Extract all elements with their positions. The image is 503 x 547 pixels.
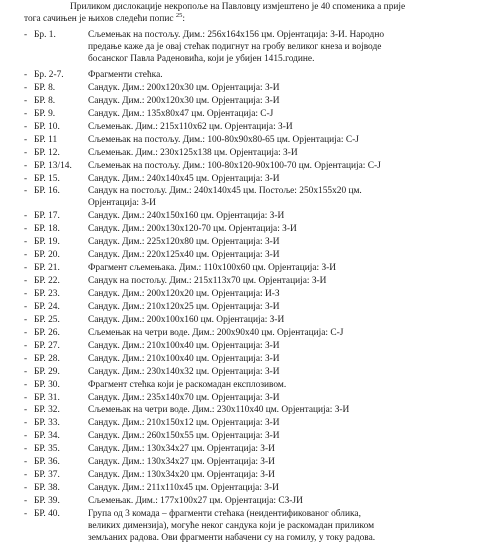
monument-number: БР. 11 bbox=[34, 134, 58, 145]
monument-number: БР. 26. bbox=[34, 327, 60, 338]
list-bullet: - bbox=[24, 353, 28, 364]
description-line: босанског Павла Раденовића, који је убијен 1415.године. bbox=[88, 54, 315, 64]
list-item bbox=[24, 469, 498, 481]
description-line: Сљемењак. Дим.: 230x125x138 цм. Орјентација: З-И bbox=[88, 147, 298, 158]
monument-description bbox=[88, 236, 498, 248]
monument-description bbox=[88, 430, 498, 442]
monument-number: БР. 13/14. bbox=[34, 160, 72, 171]
list-item bbox=[24, 262, 498, 274]
intro-line-2 bbox=[24, 13, 498, 25]
monument-number: БР. 15. bbox=[34, 173, 60, 184]
monument-description bbox=[88, 210, 498, 222]
monument-number: БР. 28. bbox=[34, 353, 60, 364]
list-item bbox=[24, 417, 498, 429]
monument-description bbox=[88, 392, 498, 404]
list-item bbox=[24, 29, 498, 65]
description-line: предање каже да је овај стећак подигнут на гробу великог кнеза и војводе bbox=[88, 42, 382, 52]
description-line: Сандук. Дим.: 210x150x12 цм. Орјентација: З-И bbox=[88, 418, 280, 429]
monument-description bbox=[88, 379, 498, 391]
monument-number: БР. 30. bbox=[34, 379, 60, 390]
list-item bbox=[24, 301, 498, 313]
monument-number: БР. 20. bbox=[34, 250, 60, 261]
description-line: Сандук. Дим.: 135x80x47 цм. Орјентација: С-Ј bbox=[88, 108, 274, 119]
list-bullet: - bbox=[24, 483, 28, 494]
list-item bbox=[24, 340, 498, 352]
description-line: Сандук. Дим.: 200x130x120-70 цм. Орјентација: З-И bbox=[88, 224, 297, 235]
list-bullet: - bbox=[24, 366, 28, 377]
monument-description bbox=[88, 353, 498, 365]
description-line: Сандук. Дим.: 130x34x20 цм. Орјентација: З-И bbox=[88, 470, 275, 481]
list-bullet: - bbox=[24, 211, 28, 222]
list-bullet: - bbox=[24, 470, 28, 481]
list-item bbox=[24, 508, 498, 544]
monument-description bbox=[88, 223, 498, 235]
list-bullet: - bbox=[24, 508, 28, 519]
list-bullet: - bbox=[24, 121, 28, 132]
list-item bbox=[24, 249, 498, 261]
description-line: Фрагмент сљемењака. Дим.: 110x100x60 цм. Орјентација: З-И bbox=[88, 263, 337, 274]
monument-description bbox=[88, 469, 498, 481]
monument-number: Бр. 2-7. bbox=[34, 70, 64, 80]
list-item bbox=[24, 430, 498, 442]
list-item bbox=[24, 121, 498, 133]
list-item bbox=[24, 314, 498, 326]
list-bullet: - bbox=[24, 327, 28, 338]
list-bullet: - bbox=[24, 147, 28, 158]
monument-description bbox=[88, 275, 498, 287]
description-line: Сљемењак на постољу. Дим.: 100-80x120-90x100-70 цм. Орјентација: С-Ј bbox=[88, 160, 381, 171]
description-line: Сандук на постољу. Дим.: 240x140x45 цм. Постоље: 250x155x20 цм. bbox=[88, 186, 362, 197]
description-line: Сандук. Дим.: 200x120x30 цм. Орјентација: З-И bbox=[88, 82, 280, 93]
description-line: Сљемењак. Дим.: 177x100x27 цм. Орјентација: СЗ-ЈИ bbox=[88, 496, 303, 506]
monument-description bbox=[88, 495, 498, 507]
description-line: Сандук. Дим.: 200x120x20 цм. Орјентација: И-З bbox=[88, 289, 280, 299]
monument-description bbox=[88, 249, 498, 261]
list-item bbox=[24, 443, 498, 455]
monument-description bbox=[88, 262, 498, 274]
description-line: Сандук. Дим.: 230x140x32 цм. Орјентација: З-И bbox=[88, 366, 280, 377]
list-item bbox=[24, 134, 498, 146]
monument-number: БР. 33. bbox=[34, 418, 60, 429]
description-line: Сандук. Дим.: 260x150x55 цм. Орјентација: З-И bbox=[88, 431, 280, 442]
list-item bbox=[24, 495, 498, 507]
monument-number: БР. 12. bbox=[34, 147, 60, 158]
description-line: Сандук. Дим.: 211x110x45 цм. Орјентација: З-И bbox=[88, 483, 279, 494]
description-line: Сандук. Дим.: 235x140x70 цм. Орјентација: З-И bbox=[88, 392, 280, 403]
intro-paragraph bbox=[24, 1, 498, 25]
monument-description bbox=[88, 288, 498, 300]
list-bullet: - bbox=[24, 289, 28, 299]
list-bullet: - bbox=[24, 444, 28, 455]
description-line: Сљемењак. Дим.: 215x110x62 цм. Орјентација: З-И bbox=[88, 121, 293, 132]
description-line: Сандук. Дим.: 240x150x160 цм. Орјентација: З-И bbox=[88, 211, 285, 222]
list-bullet: - bbox=[24, 173, 28, 184]
monument-list bbox=[24, 29, 498, 545]
monument-number: БР. 29. bbox=[34, 366, 60, 377]
monument-description bbox=[88, 185, 498, 209]
list-item bbox=[24, 82, 498, 94]
list-bullet: - bbox=[24, 301, 28, 312]
monument-description bbox=[88, 160, 498, 172]
description-line: Сандук. Дим.: 210x100x40 цм. Орјентација: З-И bbox=[88, 353, 280, 364]
list-bullet: - bbox=[24, 237, 28, 248]
list-bullet: - bbox=[24, 379, 28, 390]
list-bullet: - bbox=[24, 250, 28, 261]
monument-number: БР. 31. bbox=[34, 392, 60, 403]
monument-number: Бр. 1. bbox=[34, 30, 56, 40]
monument-description bbox=[88, 508, 498, 544]
monument-number: БР. 37. bbox=[34, 470, 60, 481]
description-line: Сандук. Дим.: 130x34x27 цм. Орјентација: З-И bbox=[88, 457, 275, 468]
list-item bbox=[24, 327, 498, 339]
monument-number: БР. 10. bbox=[34, 121, 60, 132]
list-bullet: - bbox=[24, 82, 28, 93]
monument-number: БР. 39. bbox=[34, 496, 60, 506]
monument-number: БР. 27. bbox=[34, 340, 60, 351]
description-line: Сљемењак на постољу. Дим.: 256x164x156 цм. Орјентација: З-И. Народно bbox=[88, 30, 385, 40]
list-bullet: - bbox=[24, 263, 28, 274]
description-line: Орјентација: З-И bbox=[88, 198, 156, 209]
description-line: Сљемењак на четри воде. Дим.: 200x90x40 цм. Орјентација: С-Ј bbox=[88, 327, 344, 338]
description-line: Сандук. Дим.: 210x100x40 цм. Орјентација: З-И bbox=[88, 340, 280, 351]
monument-description bbox=[88, 482, 498, 494]
list-item bbox=[24, 379, 498, 391]
list-item bbox=[24, 456, 498, 468]
monument-number: БР. 38. bbox=[34, 483, 60, 494]
monument-description bbox=[88, 404, 498, 416]
description-line: Сандук. Дим.: 220x125x40 цм. Орјентација: З-И bbox=[88, 250, 280, 261]
list-bullet: - bbox=[24, 95, 28, 106]
list-bullet: - bbox=[24, 276, 28, 287]
list-bullet: - bbox=[24, 418, 28, 429]
list-item bbox=[24, 185, 498, 209]
description-line: Сандук. Дим.: 225x120x80 цм. Орјентација: З-И bbox=[88, 237, 280, 248]
list-bullet: - bbox=[24, 405, 28, 416]
list-item bbox=[24, 366, 498, 378]
list-item bbox=[24, 236, 498, 248]
monument-number: БР. 35. bbox=[34, 444, 60, 455]
monument-description bbox=[88, 366, 498, 378]
list-bullet: - bbox=[24, 457, 28, 468]
list-item bbox=[24, 275, 498, 287]
list-bullet: - bbox=[24, 30, 28, 40]
monument-description bbox=[88, 173, 498, 185]
monument-description bbox=[88, 69, 498, 81]
list-bullet: - bbox=[24, 108, 28, 119]
list-bullet: - bbox=[24, 431, 28, 442]
monument-number: БР. 18. bbox=[34, 224, 60, 235]
description-line: Сандук. Дим.: 240x140x45 цм. Орјентација: З-И bbox=[88, 173, 280, 184]
list-bullet: - bbox=[24, 134, 28, 145]
monument-description bbox=[88, 108, 498, 120]
description-line: Сљемењак на постољу. Дим.: 100-80x90x80-65 цм. Орјентација: С-Ј bbox=[88, 134, 359, 145]
list-item bbox=[24, 392, 498, 404]
list-bullet: - bbox=[24, 70, 28, 80]
monument-number: БР. 17. bbox=[34, 211, 60, 222]
monument-number: БР. 25. bbox=[34, 314, 60, 325]
description-line: Сандук. Дим.: 200x100x160 цм. Орјентација: З-И bbox=[88, 314, 285, 325]
description-line: Група од 3 комада – фрагменти стећака (неидентификованог облика, bbox=[88, 508, 361, 519]
list-item bbox=[24, 223, 498, 235]
monument-number: БР. 36. bbox=[34, 457, 60, 468]
monument-description bbox=[88, 121, 498, 133]
monument-number: БР. 16. bbox=[34, 186, 60, 197]
monument-description bbox=[88, 301, 498, 313]
monument-number: БР. 32. bbox=[34, 405, 60, 416]
monument-description bbox=[88, 29, 498, 65]
list-item bbox=[24, 288, 498, 300]
description-line: Сандук. Дим.: 210x120x25 цм. Орјентација: З-И bbox=[88, 301, 280, 312]
monument-description bbox=[88, 456, 498, 468]
monument-number: БР. 24. bbox=[34, 301, 60, 312]
monument-number: БР. 19. bbox=[34, 237, 60, 248]
monument-number: БР. 40. bbox=[34, 508, 60, 519]
description-line: Фрагмент стећка који је раскомадан експлозивом. bbox=[88, 379, 287, 390]
description-line: Сандук. Дим.: 200x120x30 цм. Орјентација: З-И bbox=[88, 95, 280, 106]
list-item bbox=[24, 482, 498, 494]
description-line: Сандук на постољу. Дим.: 215x113x70 цм. Орјентација: З-И bbox=[88, 276, 327, 287]
monument-description bbox=[88, 314, 498, 326]
description-line: земљаних радова. Ови фрагменти набачени су на гомилу, у току радова. bbox=[88, 532, 376, 543]
monument-number: БР. 21. bbox=[34, 263, 60, 274]
monument-description bbox=[88, 340, 498, 352]
monument-number: БР. 34. bbox=[34, 431, 60, 442]
intro-line-2-text: тога сачињен је њихов следећи попис bbox=[24, 14, 176, 24]
list-item bbox=[24, 210, 498, 222]
list-item bbox=[24, 108, 498, 120]
monument-number: БР. 9. bbox=[34, 108, 56, 119]
intro-line-2-end: : bbox=[182, 14, 186, 24]
monument-description bbox=[88, 327, 498, 339]
list-bullet: - bbox=[24, 160, 28, 171]
list-bullet: - bbox=[24, 340, 28, 351]
list-bullet: - bbox=[24, 496, 28, 506]
list-item bbox=[24, 69, 498, 81]
monument-number: БР. 8. bbox=[34, 82, 56, 93]
monument-number: БР. 8. bbox=[34, 95, 56, 106]
description-line: Сандук. Дим.: 130x34x27 цм. Орјентација: З-И bbox=[88, 444, 275, 455]
description-line: великих димензија), могуће неког сандука који је раскомадан приликом bbox=[88, 520, 375, 531]
monument-description bbox=[88, 147, 498, 159]
footnote-marker: 25 bbox=[175, 11, 183, 19]
list-bullet: - bbox=[24, 314, 28, 325]
description-line: Фрагменти стећка. bbox=[88, 70, 163, 80]
list-bullet: - bbox=[24, 224, 28, 235]
description-line: Сљемењак на четри воде. Дим.: 230x110x40 цм. Орјентација: З-И bbox=[88, 405, 350, 416]
monument-number: БР. 22. bbox=[34, 276, 60, 287]
list-item bbox=[24, 95, 498, 107]
list-bullet: - bbox=[24, 392, 28, 403]
monument-description bbox=[88, 95, 498, 107]
list-bullet: - bbox=[24, 186, 28, 197]
intro-line-1: Приликом дислокације некропоље на Павловцу измјештено је 40 споменика а прије bbox=[70, 2, 406, 12]
list-item bbox=[24, 353, 498, 365]
list-item bbox=[24, 404, 498, 416]
monument-description bbox=[88, 82, 498, 94]
monument-description bbox=[88, 134, 498, 146]
list-item bbox=[24, 173, 498, 185]
list-item bbox=[24, 160, 498, 172]
monument-description bbox=[88, 443, 498, 455]
monument-number: БР. 23. bbox=[34, 289, 60, 299]
monument-description bbox=[88, 417, 498, 429]
list-item bbox=[24, 147, 498, 159]
